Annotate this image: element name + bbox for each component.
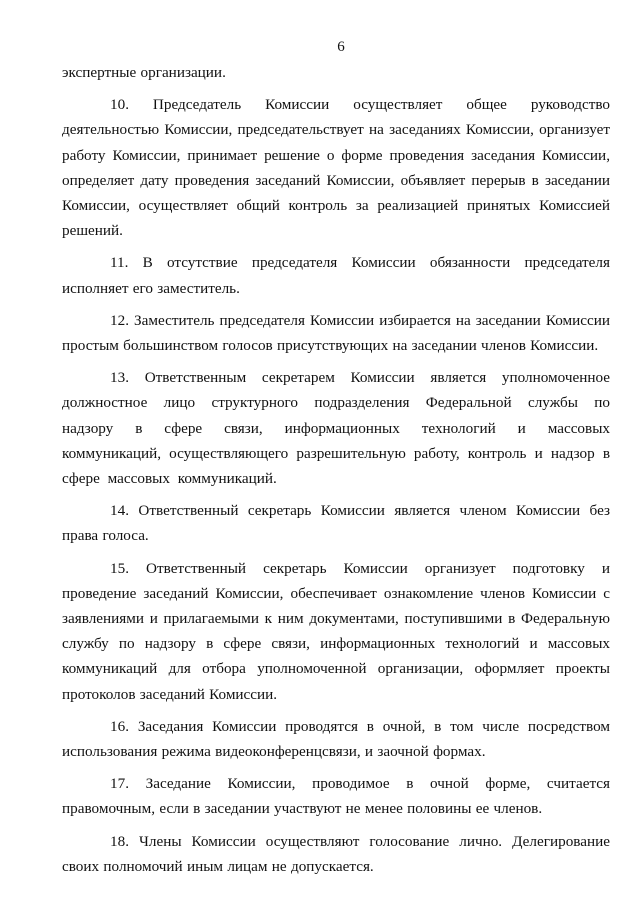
paragraph-continuation: экспертные организации. bbox=[62, 64, 226, 81]
paragraph-16: 16. Заседания Комиссии проводятся в очной, в том числе посредством использования режима видеоконференцсвязи, и заочной формах. bbox=[62, 717, 610, 761]
paragraph-14: 14. Ответственный секретарь Комиссии является членом Комиссии без права голоса. bbox=[62, 502, 610, 545]
paragraph-17: 17. Заседание Комиссии, проводимое в очной форме, считается правомочным, если в заседании участвуют не менее половины ее членов. bbox=[62, 775, 610, 818]
paragraph-18: 18. Члены Комиссии осуществляют голосование лично. Делегирование своих полномочий иным лицам не допускается. bbox=[62, 832, 610, 875]
paragraph-11: 11. В отсутствие председателя Комиссии обязанности председателя исполняет его заместитель. bbox=[62, 254, 610, 297]
paragraph-15: 15. Ответственный секретарь Комиссии организует подготовку и проведение заседаний Комиссии, обеспечивает ознакомление членов Комиссии с заявлениями и прилагаемыми к ним документами, поступившими в Федеральную службу по надзору в сфере связи, информационных технологий и массовых коммуникаций для отбора уполномоченной организации, оформляет проекты протоколов заседаний Комиссии. bbox=[62, 559, 610, 703]
paragraph-10: 10. Председатель Комиссии осуществляет общее руководство деятельностью Комиссии, председательствует на заседаниях Комиссии, организует работу Комиссии, принимает решение о форме проведения заседания Комиссии, определяет дату проведения заседаний Комиссии, объявляет перерыв в заседании Комиссии, осуществляет общий контроль за реализацией принятых Комиссией решений. bbox=[62, 96, 610, 240]
page-number: 6 bbox=[337, 39, 345, 55]
paragraph-13: 13. Ответственным секретарем Комиссии является уполномоченное должностное лицо структурного подразделения Федеральной службы по надзору в сфере связи, информационных технологий и массовых коммуникаций, осуществляющего разрешительную работу, контроль и надзор в сфере массовых коммуникаций. bbox=[62, 369, 610, 488]
paragraph-12: 12. Заместитель председателя Комиссии избирается на заседании Комиссии простым большинством голосов присутствующих на заседании членов Комиссии. bbox=[62, 311, 610, 355]
